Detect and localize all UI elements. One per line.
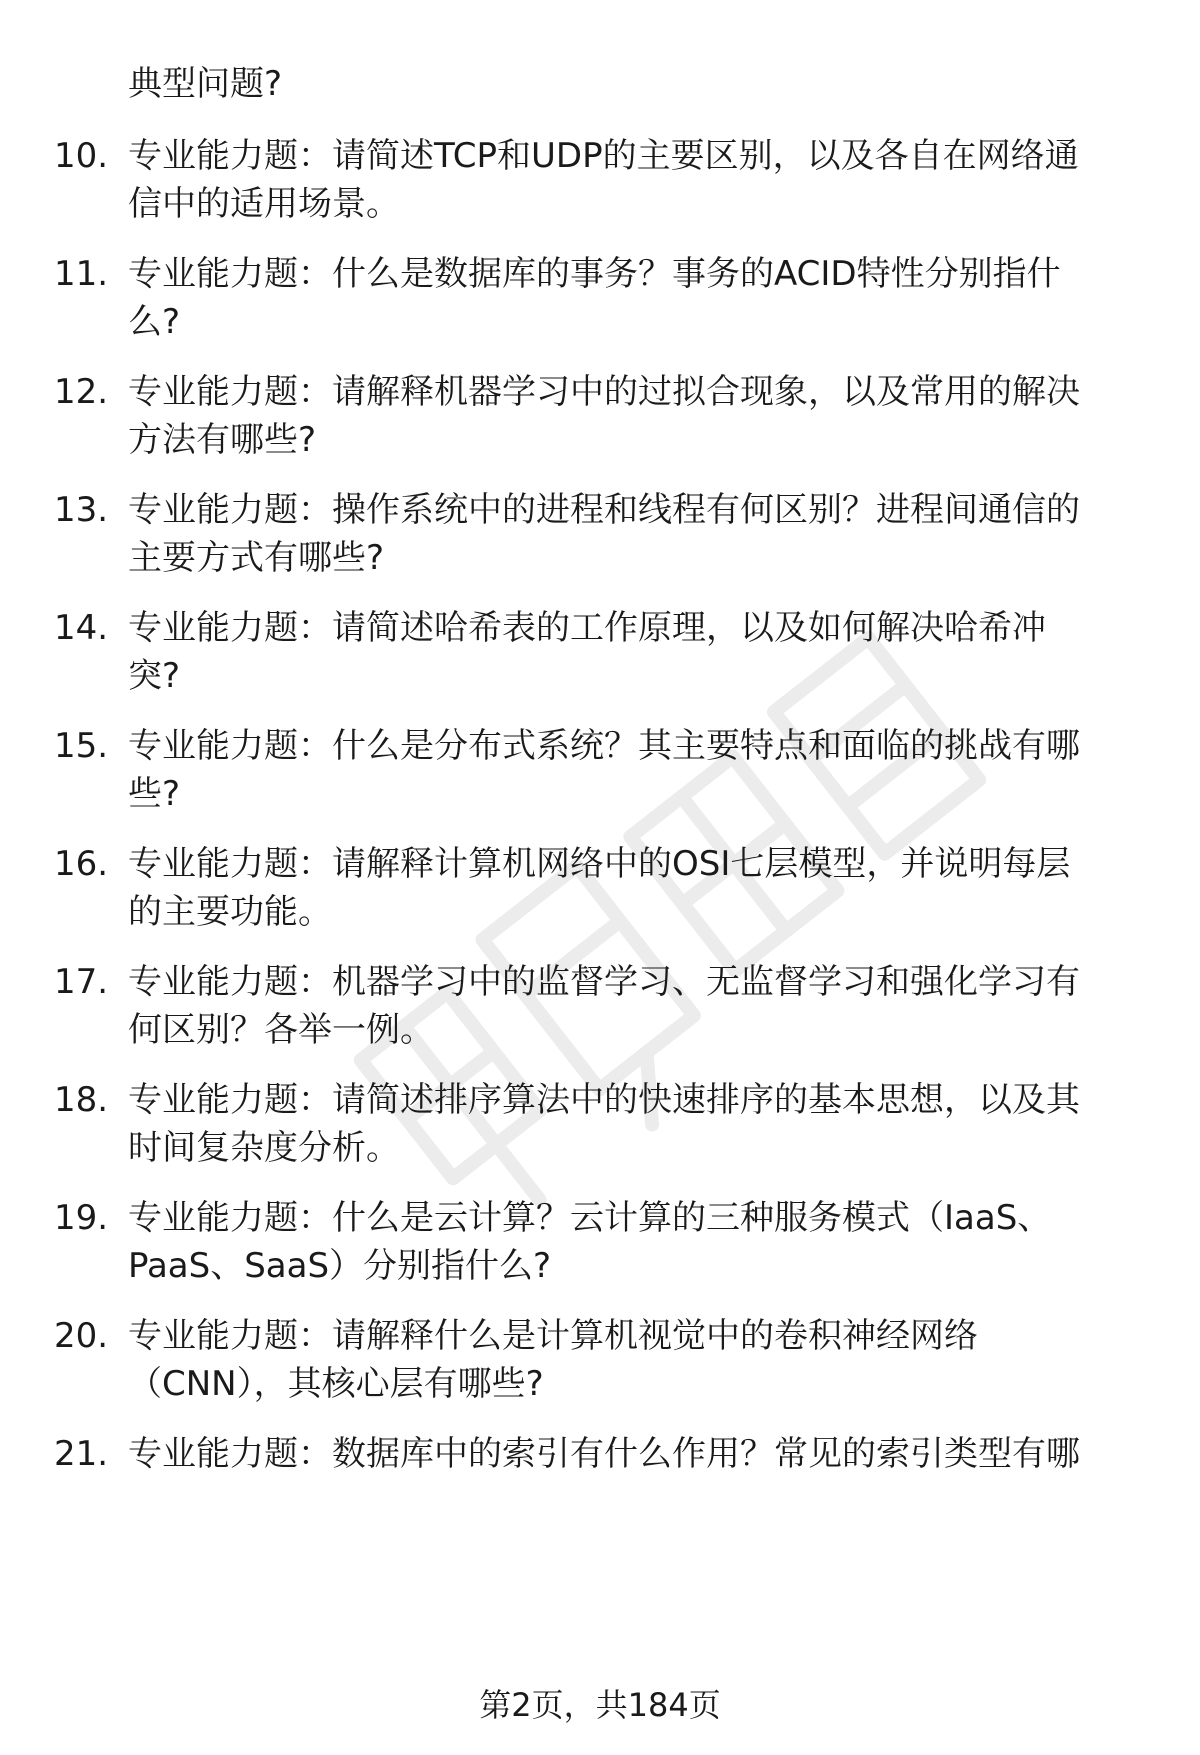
item-text-line2: 主要方式有哪些? (128, 538, 385, 578)
item-text-line1: 专业能力题：请解释计算机网络中的OSI七层模型，并说明每层 (128, 844, 1071, 884)
item-text-line1: 专业能力题：什么是分布式系统？其主要特点和面临的挑战有哪 (128, 726, 1080, 766)
item-text-line1: 专业能力题：请简述TCP和UDP的主要区别，以及各自在网络通 (128, 136, 1079, 176)
item-text-line2: 突? (128, 656, 181, 696)
list-item (0, 606, 1200, 706)
item-text-line2: 信中的适用场景。 (128, 184, 400, 224)
item-text-line1: 专业能力题：请解释机器学习中的过拟合现象，以及常用的解决 (128, 372, 1080, 412)
list-item (0, 252, 1200, 352)
page-number-footer: 第2页，共184页 (479, 1686, 721, 1724)
item-text-line2: 时间复杂度分析。 (128, 1128, 400, 1168)
item-number: 21. (54, 1434, 109, 1474)
list-item (0, 134, 1200, 234)
item-text-line2: 何区别？各举一例。 (128, 1010, 434, 1050)
item-number: 18. (54, 1080, 109, 1120)
item-number: 16. (54, 844, 109, 884)
item-text-line2: 么? (128, 302, 181, 342)
item-text-line1: 专业能力题：什么是云计算？云计算的三种服务模式（IaaS、 (128, 1198, 1052, 1238)
item-number: 10. (54, 136, 109, 176)
list-item (0, 842, 1200, 942)
list-item (0, 1196, 1200, 1296)
item-number: 14. (54, 608, 109, 648)
item-text-line1: 专业能力题：操作系统中的进程和线程有何区别？进程间通信的 (128, 490, 1080, 530)
item-text-line2: 方法有哪些? (128, 420, 317, 460)
item-number: 17. (54, 962, 109, 1002)
list-item (0, 1432, 1200, 1532)
item-text-line1: 专业能力题：请简述哈希表的工作原理，以及如何解决哈希冲 (128, 608, 1046, 648)
continuation-line: 典型问题? (128, 64, 283, 104)
item-text-line2: （CNN），其核心层有哪些? (128, 1364, 544, 1404)
item-text-line1: 专业能力题：什么是数据库的事务？事务的ACID特性分别指什 (128, 254, 1061, 294)
item-number: 11. (54, 254, 109, 294)
item-number: 12. (54, 372, 109, 412)
list-item (0, 1314, 1200, 1414)
item-text-line1: 专业能力题：机器学习中的监督学习、无监督学习和强化学习有 (128, 962, 1080, 1002)
item-number: 20. (54, 1316, 109, 1356)
item-text-line2: 的主要功能。 (128, 892, 332, 932)
list-item (0, 488, 1200, 588)
item-text-line2: PaaS、SaaS）分别指什么? (128, 1246, 552, 1286)
item-number: 15. (54, 726, 109, 766)
list-item (0, 960, 1200, 1060)
item-number: 19. (54, 1198, 109, 1238)
list-item (0, 724, 1200, 824)
item-text-line2: 些? (128, 774, 181, 814)
item-text-line1: 专业能力题：请简述排序算法中的快速排序的基本思想，以及其 (128, 1080, 1080, 1120)
item-text-line1: 专业能力题：数据库中的索引有什么作用？常见的索引类型有哪 (128, 1434, 1080, 1474)
list-item (0, 1078, 1200, 1178)
item-number: 13. (54, 490, 109, 530)
list-item (0, 370, 1200, 470)
item-text-line1: 专业能力题：请解释什么是计算机视觉中的卷积神经网络 (128, 1316, 978, 1356)
